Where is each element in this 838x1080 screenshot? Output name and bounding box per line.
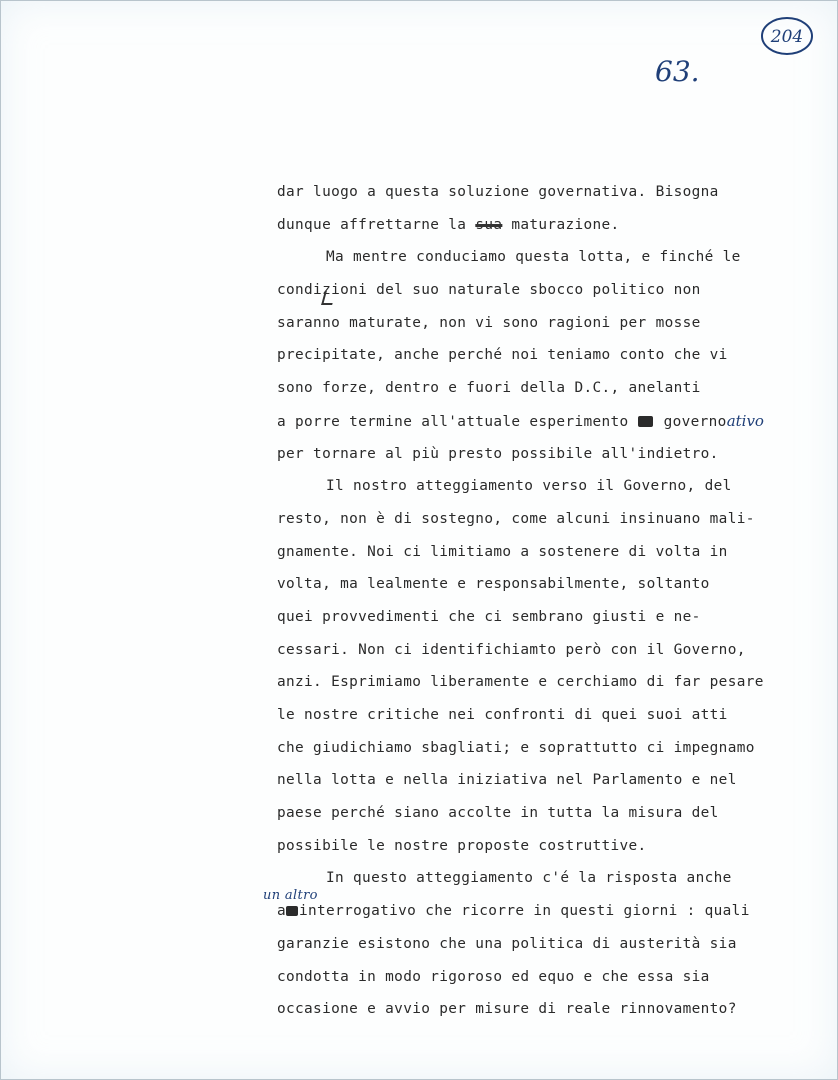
archive-number: 204 — [770, 27, 804, 47]
page-number-mark — [653, 51, 723, 91]
text-line: sono forze, dentro e fuori della D.C., anelanti — [277, 380, 701, 397]
text-line: a porre termine all'attuale esperimento governoativo — [277, 411, 764, 430]
text-line: In questo atteggiamento c'é la risposta anche — [326, 870, 732, 887]
text-line: occasione e avvio per misure di reale rinnovamento? — [277, 1001, 737, 1018]
text-line: quei provvedimenti che ci sembrano giusti e ne- — [277, 608, 701, 625]
page-number: 63. — [655, 55, 700, 88]
overtyped-letter: z — [322, 282, 332, 299]
text-line: precipitate, anche perché noi teniamo conto che vi — [277, 347, 728, 364]
text-line: gnamente. Noi ci limitiamo a sostenere di volta in — [277, 543, 728, 560]
text-line: possibile le nostre proposte costruttive. — [277, 837, 647, 854]
text-line: volta, ma lealmente e responsabilmente, soltanto — [277, 576, 710, 593]
text-line: paese perché siano accolte in tutta la misura del — [277, 805, 719, 822]
text-line: resto, non è di sostegno, come alcuni insinuano mali- — [277, 510, 755, 527]
text-line: per tornare al più presto possibile all'indietro. — [277, 445, 719, 462]
text-line: Il nostro atteggiamento verso il Governo, del — [326, 478, 732, 495]
text-line: condotta in modo rigoroso ed equo e che essa sia — [277, 968, 710, 985]
text-line: cessari. Non ci identifichiamto però con il Governo, — [277, 641, 746, 658]
text-line: le nostre critiche nei confronti di quei suoi atti — [277, 707, 728, 723]
struck-word: sua — [475, 216, 503, 233]
text-line: dunque affrettarne la sua maturazione. — [277, 216, 620, 233]
text-line: dar luogo a questa soluzione governativa. Bisogna — [277, 184, 719, 200]
text-line: nella lotta e nella iniziativa nel Parlamento e nel — [277, 772, 737, 789]
handwritten-annotation: un altro — [263, 888, 318, 904]
text-line: Ma mentre conduciamo questa lotta, e finché le — [326, 249, 741, 266]
ink-blot-correction — [638, 416, 653, 427]
handwritten-insertion: ativo — [726, 411, 764, 430]
text-line: condizioni del suo naturale sbocco politico non — [277, 282, 701, 299]
typescript-body — [263, 176, 817, 1026]
text-line: un altro a interrogativo che ricorre in questi giorni : quali — [277, 895, 817, 928]
text-line: anzi. Esprimiamo liberamente e cerchiamo di far pesare — [277, 674, 764, 691]
archive-number-stamp — [760, 15, 814, 57]
text-line: che giudichiamo sbagliati; e soprattutto ci impegnamo — [277, 739, 755, 756]
text-line: saranno maturate, non vi sono ragioni per mosse — [277, 314, 701, 331]
text-line: garanzie esistono che una politica di austerità sia — [277, 935, 737, 952]
